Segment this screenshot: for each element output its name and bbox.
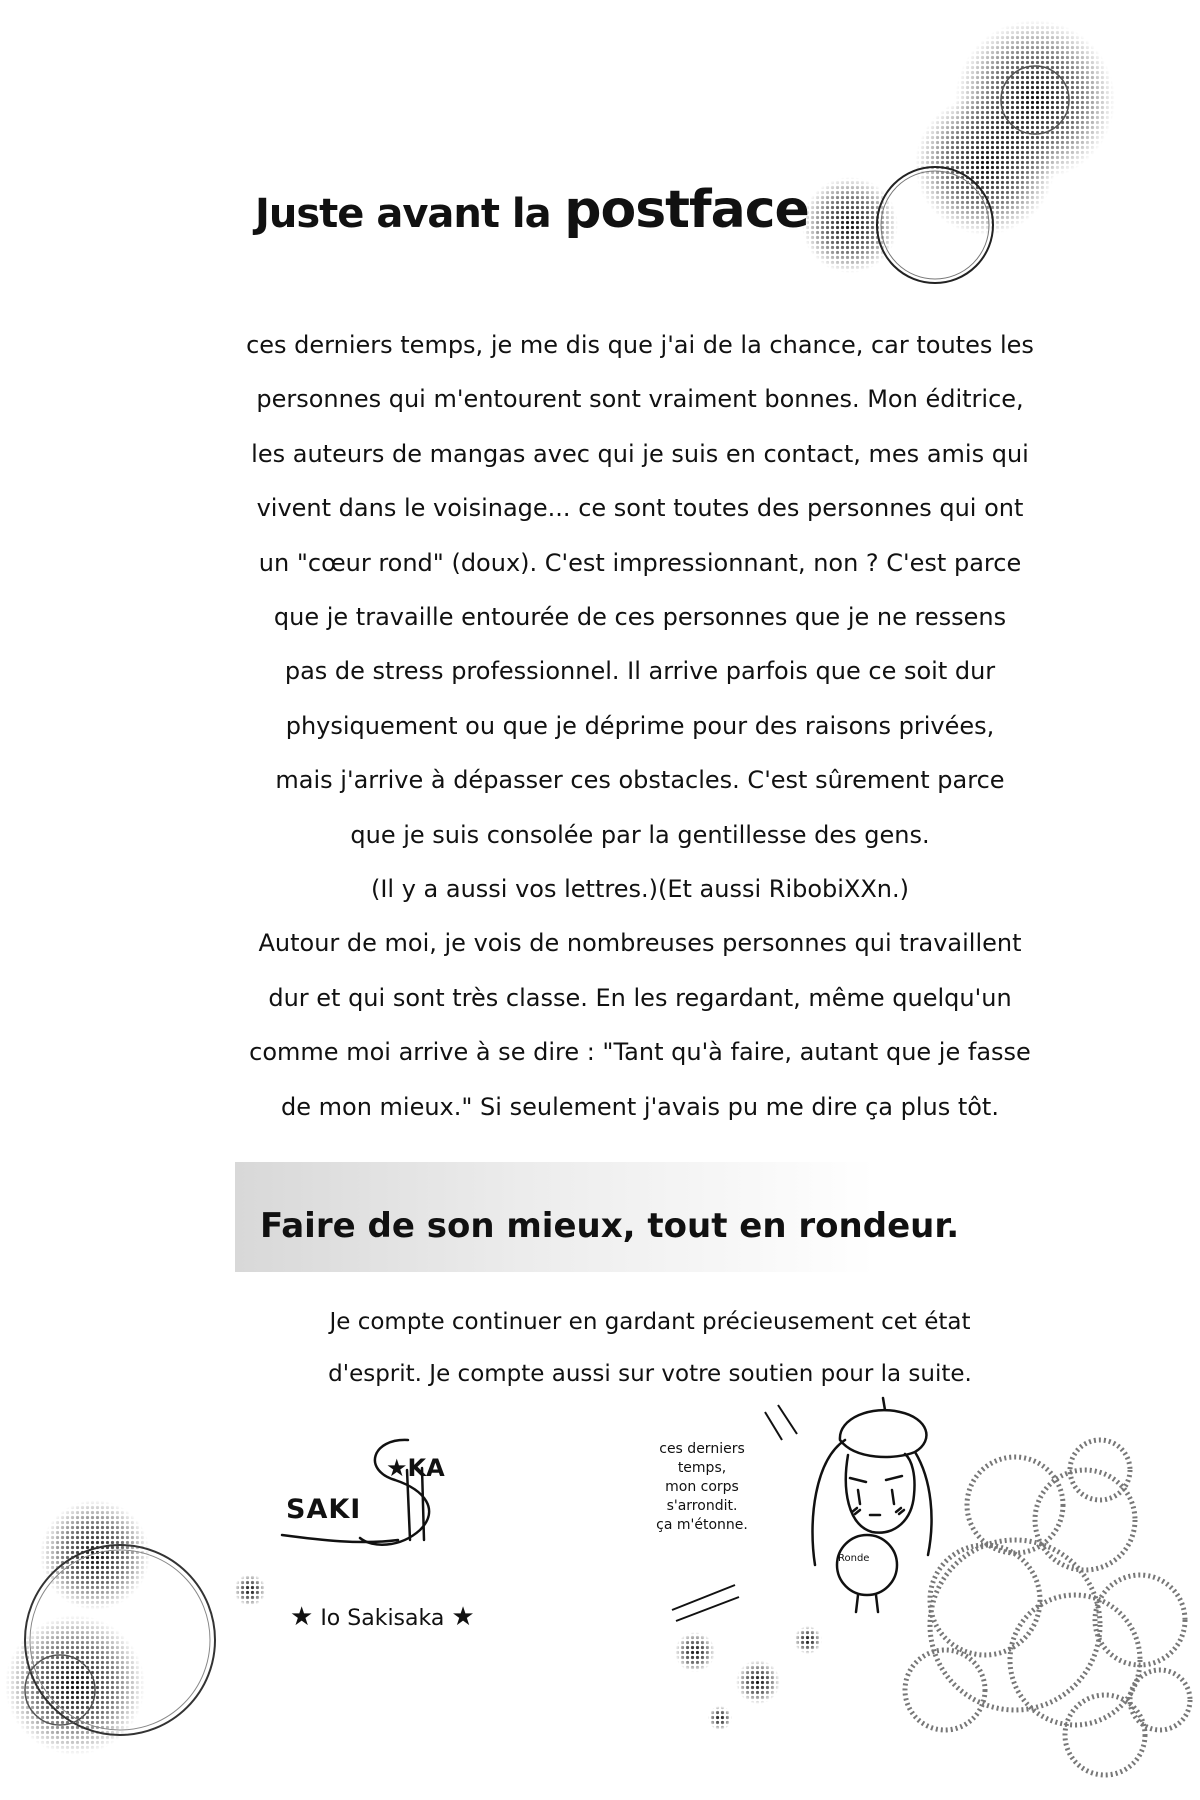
motto-text: Faire de son mieux, tout en rondeur.	[260, 1206, 960, 1246]
afterword-body	[200, 318, 1080, 1134]
character-tag: Ronde	[838, 1553, 870, 1564]
side-note	[632, 1440, 772, 1535]
signature-ka-text: KA	[407, 1454, 445, 1482]
note-line: mon corps	[665, 1479, 739, 1495]
author-credit	[290, 1602, 475, 1632]
note-line: ces derniers	[659, 1441, 745, 1457]
star-icon: ★	[386, 1454, 408, 1482]
signature-saki: SAKI	[286, 1494, 362, 1525]
body-line: mais j'arrive à dépasser ces obstacles. C'est sûrement parce	[275, 766, 1005, 795]
signature-ka	[386, 1454, 445, 1482]
star-icon: ★	[290, 1602, 314, 1632]
author-name: Io Sakisaka	[320, 1606, 445, 1631]
closing-line: d'esprit. Je compte aussi sur votre soutien pour la suite.	[328, 1361, 972, 1387]
body-line: vivent dans le voisinage... ce sont toutes des personnes qui ont	[256, 494, 1024, 523]
note-line: s'arrondit.	[666, 1498, 738, 1514]
star-icon: ★	[451, 1602, 475, 1632]
body-line: un "cœur rond" (doux). C'est impressionnant, non ? C'est parce	[258, 548, 1022, 577]
body-line: que je suis consolée par la gentillesse des gens.	[350, 820, 930, 849]
title-emphasis: postface	[564, 180, 809, 240]
body-line: personnes qui m'entourent sont vraiment bonnes. Mon éditrice,	[256, 385, 1024, 414]
body-line: que je travaille entourée de ces personnes que je ne ressens	[273, 603, 1007, 632]
note-line: temps,	[677, 1460, 727, 1476]
body-line: les auteurs de mangas avec qui je suis en contact, mes amis qui	[251, 439, 1029, 468]
note-line: ça m'étonne.	[656, 1517, 748, 1533]
title-lead: Juste avant la	[255, 191, 551, 237]
body-line: comme moi arrive à se dire : "Tant qu'à faire, autant que je fasse	[249, 1038, 1031, 1067]
body-line: (Il y a aussi vos lettres.)(Et aussi RibobiXXn.)	[370, 875, 910, 904]
closing-line: Je compte continuer en gardant précieusement cet état	[329, 1309, 971, 1335]
body-line: ces derniers temps, je me dis que j'ai de la chance, car toutes les	[246, 331, 1034, 359]
body-line: pas de stress professionnel. Il arrive parfois que ce soit dur	[284, 657, 996, 686]
closing-text	[280, 1296, 1020, 1400]
body-line: Autour de moi, je vois de nombreuses personnes qui travaillent	[258, 929, 1022, 958]
body-line: physiquement ou que je déprime pour des raisons privées,	[285, 711, 995, 740]
body-line: de mon mieux." Si seulement j'avais pu me dire ça plus tôt.	[281, 1092, 999, 1121]
page-title	[255, 180, 809, 240]
body-line: dur et qui sont très classe. En les regardant, même quelqu'un	[268, 983, 1012, 1012]
